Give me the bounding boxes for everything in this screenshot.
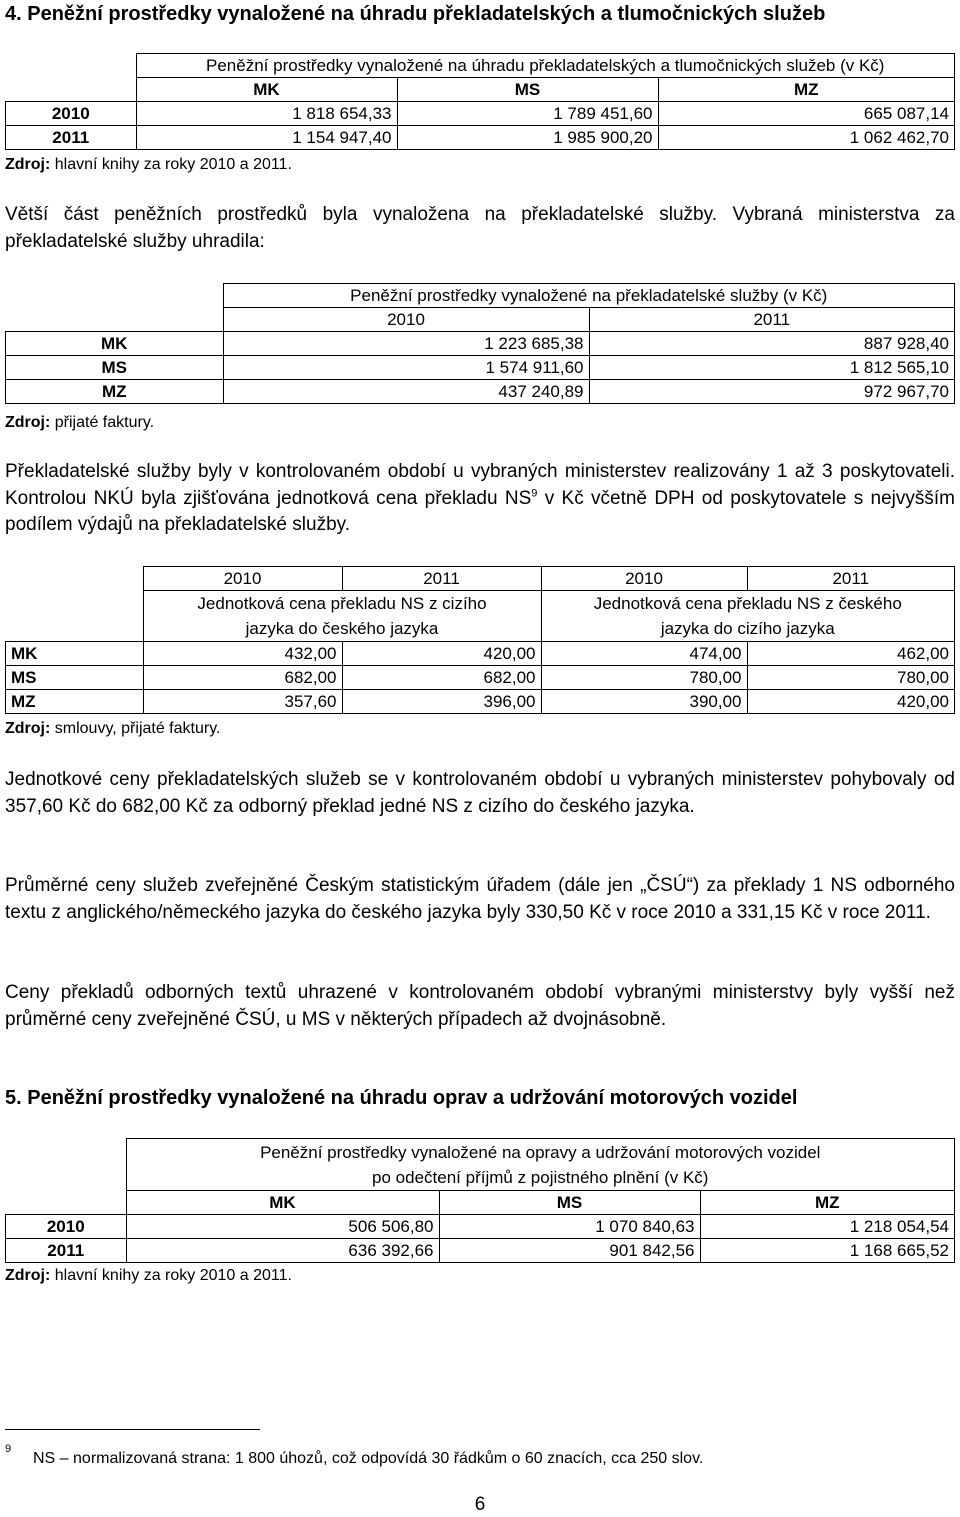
- cell-value: 780,00: [747, 666, 955, 690]
- table-title: [126, 1139, 955, 1191]
- column-header-year: 2011: [589, 308, 955, 332]
- table-row: [6, 380, 955, 404]
- source-text: přijaté faktury.: [50, 414, 155, 431]
- paragraph-text: v Kč včetně DPH od poskytovatele s nejvyšším podílem výdajů na překladatelské služby.: [5, 487, 955, 535]
- table-row: [6, 356, 955, 380]
- column-header-year: 2010: [541, 567, 747, 591]
- footnote-reference: 9: [531, 487, 538, 500]
- table-row: [6, 1239, 955, 1263]
- row-label: MK: [6, 642, 144, 666]
- source-text: hlavní knihy za roky 2010 a 2011.: [50, 156, 292, 173]
- cell-value: 1 168 665,52: [700, 1239, 955, 1263]
- source-label: Zdroj:: [5, 414, 51, 431]
- section-4-heading: 4. Peněžní prostředky vynaložené na úhradu překladatelských a tlumočnických služeb: [5, 3, 826, 25]
- row-year: 2010: [6, 102, 137, 126]
- cell-value: 636 392,66: [126, 1239, 439, 1263]
- cell-value: 1 574 911,60: [223, 356, 589, 380]
- table-row: [6, 1215, 955, 1239]
- cell-value: 396,00: [342, 690, 541, 714]
- cell-value: 1 218 054,54: [700, 1215, 955, 1239]
- column-header-year: 2011: [342, 567, 541, 591]
- cell-value: 462,00: [747, 642, 955, 666]
- table-source-note: [5, 720, 220, 738]
- row-label: MZ: [6, 380, 224, 404]
- column-header-mk: MK: [126, 1191, 439, 1215]
- cell-value: 432,00: [143, 642, 342, 666]
- cell-value: 390,00: [541, 690, 747, 714]
- source-text: smlouvy, přijaté faktury.: [50, 720, 221, 737]
- row-year: 2011: [6, 1239, 127, 1263]
- table-row: [6, 102, 955, 126]
- cell-value: 780,00: [541, 666, 747, 690]
- cell-value: 682,00: [143, 666, 342, 690]
- translation-interpreting-expenses-table: [5, 53, 955, 150]
- paragraph-providers: [5, 459, 955, 539]
- cell-value: 437 240,89: [223, 380, 589, 404]
- cell-value: 665 087,14: [658, 102, 955, 126]
- table-title: Peněžní prostředky vynaložené na úhradu překladatelských a tlumočnických služeb (v Kč): [136, 54, 955, 78]
- cell-value: 357,60: [143, 690, 342, 714]
- cell-value: 1 070 840,63: [439, 1215, 700, 1239]
- table-row: [6, 690, 955, 714]
- footnote-separator: [5, 1429, 260, 1430]
- paragraph-translation-services: Větší část peněžních prostředků byla vynaložena na překladatelské služby. Vybraná ministerstva za překladatelské služby uhradila:: [5, 204, 955, 252]
- paragraph-comparison: Ceny překladů odborných textů uhrazené v kontrolovaném období vybranými ministerstvy byly vyšší než průměrné ceny zveřejněné ČSÚ, u MS v některých případech až dvojnásobně.: [5, 982, 955, 1030]
- table-row: [6, 126, 955, 150]
- column-header-mz: MZ: [658, 78, 955, 102]
- table-row: [6, 666, 955, 690]
- group-header-foreign-to-czech: Jednotková cena překladu NS z cizího jazyka do českého jazyka: [143, 591, 541, 642]
- column-header-year: 2010: [223, 308, 589, 332]
- table-title: Peněžní prostředky vynaložené na překladatelské služby (v Kč): [223, 284, 955, 308]
- column-header-year: 2010: [143, 567, 342, 591]
- table-source-note: [5, 1267, 292, 1285]
- paragraph-unit-prices: Jednotkové ceny překladatelských služeb se v kontrolovaném období u vybraných ministerstev pohybovaly od 357,60 Kč do 682,00 Kč za odborný překlad jedné NS z cizího do českého jazyka.: [5, 769, 955, 817]
- cell-value: 1 985 900,20: [397, 126, 658, 150]
- footnote-number: 9: [5, 1443, 12, 1455]
- column-header-ms: MS: [397, 78, 658, 102]
- cell-value: 420,00: [342, 642, 541, 666]
- table-source-note: [5, 414, 154, 432]
- source-label: Zdroj:: [5, 1267, 51, 1284]
- translation-services-table: [5, 283, 955, 404]
- section-5-heading: 5. Peněžní prostředky vynaložené na úhradu oprav a udržování motorových vozidel: [5, 1087, 798, 1109]
- row-year: 2011: [6, 126, 137, 150]
- table-row: [6, 642, 955, 666]
- table-title-line: po odečtení příjmů z pojistného plnění (v Kč): [372, 1168, 709, 1187]
- cell-value: 506 506,80: [126, 1215, 439, 1239]
- column-header-mz: MZ: [700, 1191, 955, 1215]
- cell-value: 1 062 462,70: [658, 126, 955, 150]
- table-row: [6, 332, 955, 356]
- cell-value: 474,00: [541, 642, 747, 666]
- column-header-ms: MS: [439, 1191, 700, 1215]
- paragraph-text: Překladatelské služby byly v kontrolovaném období u vybraných ministerstev realizovány 1 až 3 poskytovateli. Kontrolou NKÚ byla zjišťována jednotková cena překladu NS: [5, 461, 955, 509]
- column-header-year: 2011: [747, 567, 955, 591]
- column-header-mk: MK: [136, 78, 397, 102]
- cell-value: 1 818 654,33: [136, 102, 397, 126]
- cell-value: 887 928,40: [589, 332, 955, 356]
- group-header-czech-to-foreign: Jednotková cena překladu NS z českého jazyka do cizího jazyka: [541, 591, 955, 642]
- table-source-note: [5, 156, 292, 174]
- source-text: hlavní knihy za roky 2010 a 2011.: [50, 1267, 292, 1284]
- cell-value: 420,00: [747, 690, 955, 714]
- cell-value: 682,00: [342, 666, 541, 690]
- cell-value: 1 812 565,10: [589, 356, 955, 380]
- cell-value: 901 842,56: [439, 1239, 700, 1263]
- table-corner: [6, 54, 137, 78]
- vehicle-repair-expenses-table: [5, 1138, 955, 1263]
- row-label: MS: [6, 356, 224, 380]
- unit-price-table: [5, 566, 955, 714]
- cell-value: 972 967,70: [589, 380, 955, 404]
- table-title-line: Peněžní prostředky vynaložené na opravy a udržování motorových vozidel: [260, 1143, 821, 1162]
- footnote-text: NS – normalizovaná strana: 1 800 úhozů, což odpovídá 30 řádkům o 60 znacích, cca 250 slov.: [33, 1450, 704, 1467]
- cell-value: 1 223 685,38: [223, 332, 589, 356]
- cell-value: 1 789 451,60: [397, 102, 658, 126]
- source-label: Zdroj:: [5, 720, 51, 737]
- paragraph-average-prices: Průměrné ceny služeb zveřejněné Českým statistickým úřadem (dále jen „ČSÚ“) za překlady 1 NS odborného textu z anglického/německého jazyka do českého jazyka byly 330,50 Kč v roce 2010 a 331,15 Kč v roce 2011.: [5, 875, 955, 923]
- row-year: 2010: [6, 1215, 127, 1239]
- cell-value: 1 154 947,40: [136, 126, 397, 150]
- row-label: MZ: [6, 690, 144, 714]
- page-number: 6: [474, 1494, 486, 1515]
- source-label: Zdroj:: [5, 156, 51, 173]
- row-label: MS: [6, 666, 144, 690]
- row-label: MK: [6, 332, 224, 356]
